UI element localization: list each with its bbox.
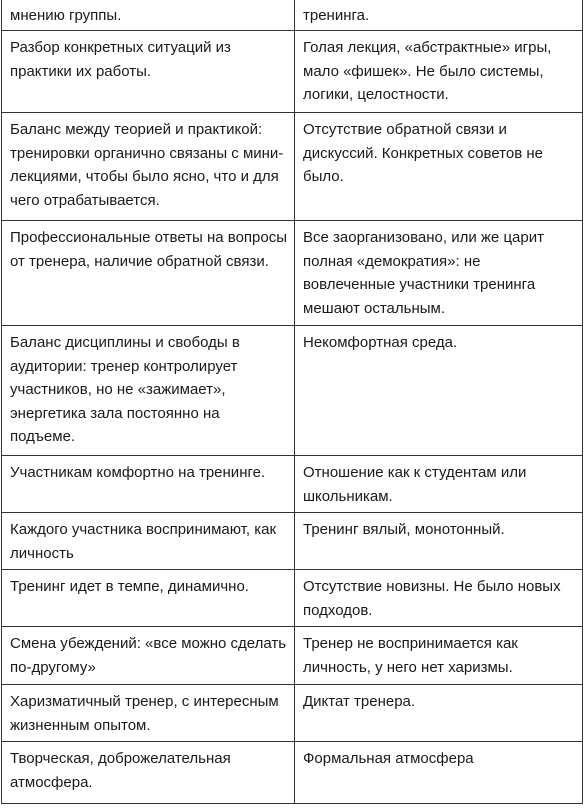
table-cell-right: Тренер не воспринимается как личность, у него нет харизмы. xyxy=(295,627,583,685)
table-cell-right: Диктат тренера. xyxy=(295,685,583,742)
table-cell-left: Участникам комфортно на тренинге. xyxy=(2,456,295,513)
table-cell-right: тренинга. xyxy=(295,0,583,31)
table-cell-left: мнению группы. xyxy=(2,0,295,31)
table-cell-left: Творческая, доброжелательная атмосфера. xyxy=(2,742,295,804)
table-cell-left: Каждого участника воспринимают, как личность xyxy=(2,513,295,570)
table-cell-left: Смена убеждений: «все можно сделать по-другому» xyxy=(2,627,295,685)
table-row xyxy=(2,456,583,513)
table-cell-right: Тренинг вялый, монотонный. xyxy=(295,513,583,570)
table-cell-right: Отсутствие обратной связи и дискуссий. Конкретных советов не было. xyxy=(295,113,583,221)
table-row xyxy=(2,685,583,742)
table-cell-left: Разбор конкретных ситуаций из практики их работы. xyxy=(2,31,295,113)
table-cell-left: Харизматичный тренер, с интересным жизненным опытом. xyxy=(2,685,295,742)
table-cell-right: Формальная атмосфера xyxy=(295,742,583,804)
table-cell-right: Все заорганизовано, или же царит полная «демократия»: не вовлеченные участники тренинга мешают остальным. xyxy=(295,221,583,326)
table-cell-left: Баланс дисциплины и свободы в аудитории: тренер контролирует участников, но не «зажимает», энергетика зала постоянно на подъеме. xyxy=(2,326,295,456)
table-row xyxy=(2,326,583,456)
table-row xyxy=(2,570,583,627)
table-row xyxy=(2,742,583,804)
table-cell-left: Профессиональные ответы на вопросы от тренера, наличие обратной связи. xyxy=(2,221,295,326)
table-cell-right: Отношение как к студентам или школьникам. xyxy=(295,456,583,513)
table-row xyxy=(2,0,583,31)
table-row xyxy=(2,513,583,570)
table-cell-right: Отсутствие новизны. Не было новых подходов. xyxy=(295,570,583,627)
table-row xyxy=(2,627,583,685)
table-row xyxy=(2,221,583,326)
table-cell-left: Тренинг идет в темпе, динамично. xyxy=(2,570,295,627)
table-row xyxy=(2,31,583,113)
table-cell-right: Некомфортная среда. xyxy=(295,326,583,456)
comparison-table xyxy=(1,0,583,804)
table-row xyxy=(2,113,583,221)
table-cell-right: Голая лекция, «абстрактные» игры, мало «фишек». Не было системы, логики, целостности. xyxy=(295,31,583,113)
table-cell-left: Баланс между теорией и практикой: тренировки органично связаны с мини-лекциями, чтобы было ясно, что и для чего отрабатывается. xyxy=(2,113,295,221)
